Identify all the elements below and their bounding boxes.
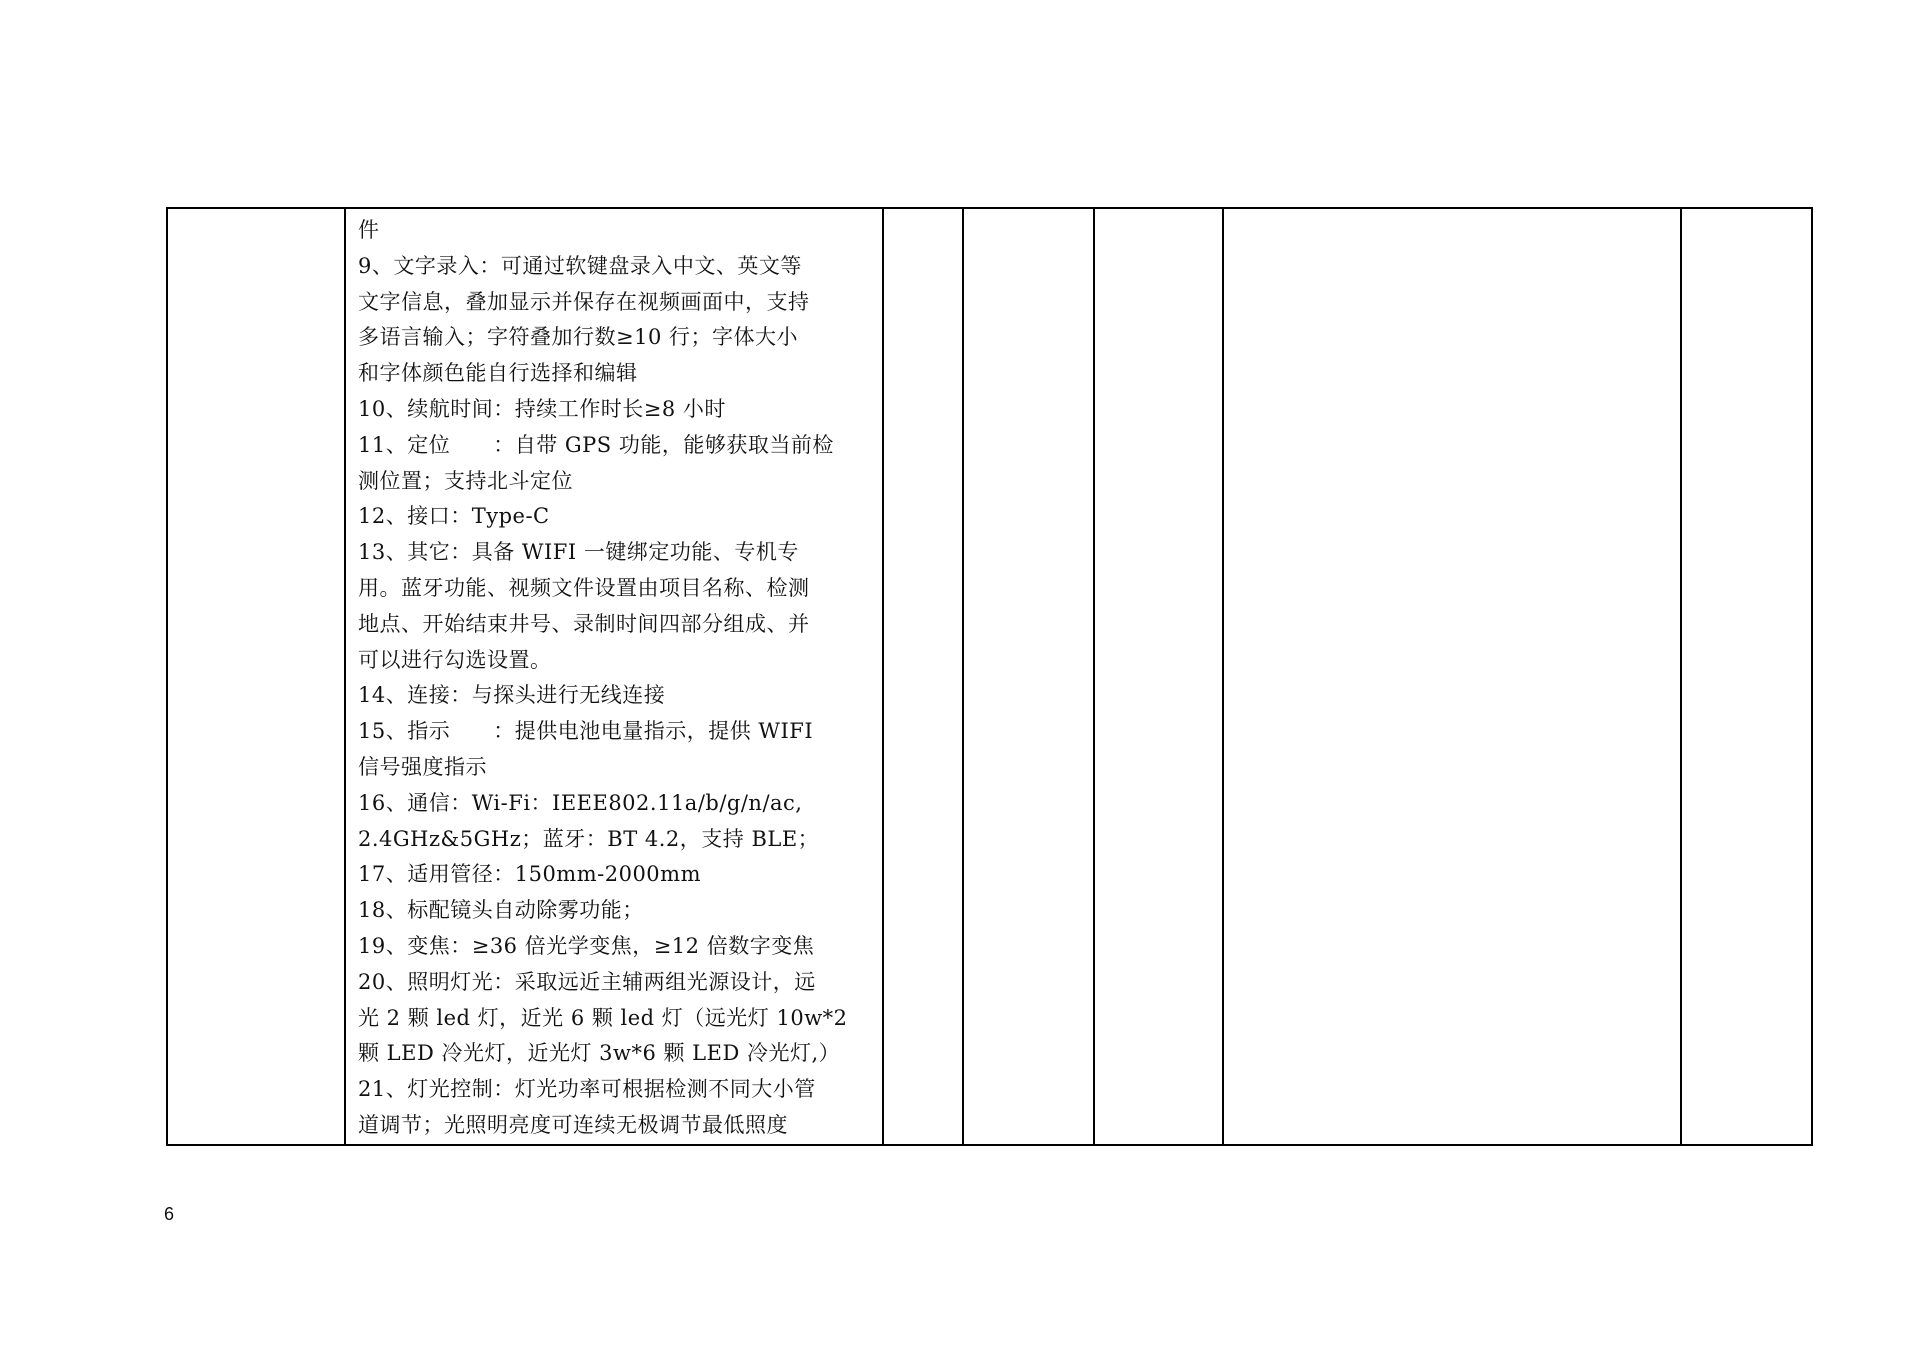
- spec-description-cell: [345, 208, 883, 1145]
- spec-line: 15、指示 ：提供电池电量指示，提供 WIFI: [358, 719, 814, 744]
- spec-line: 道调节；光照明亮度可连续无极调节最低照度: [358, 1112, 788, 1137]
- spec-line: 可以进行勾选设置。: [358, 647, 552, 672]
- spec-line: 18、标配镜头自动除雾功能；: [358, 898, 644, 923]
- spec-line: 20、照明灯光：采取远近主辅两组光源设计，远: [358, 969, 816, 994]
- spec-table: [166, 207, 1813, 1146]
- spec-line: 21、灯光控制：灯光功率可根据检测不同大小管: [358, 1077, 816, 1102]
- spec-line: 14、连接：与探头进行无线连接: [358, 683, 666, 708]
- spec-line: 地点、开始结束井号、录制时间四部分组成、并: [358, 611, 810, 636]
- spec-line: 9、文字录入：可通过软键盘录入中文、英文等: [358, 253, 802, 278]
- table-cell-empty: [1223, 208, 1681, 1145]
- spec-line: 光 2 颗 led 灯，近光 6 颗 led 灯（远光灯 10w*2: [358, 1005, 848, 1030]
- spec-line: 件: [358, 218, 380, 242]
- spec-line: 多语言输入；字符叠加行数≥10 行；字体大小: [358, 325, 798, 350]
- spec-line: 测位置；支持北斗定位: [358, 468, 573, 493]
- spec-line: 17、适用管径：150mm-2000mm: [358, 862, 701, 887]
- table-row: [167, 208, 1812, 1145]
- spec-line: 信号强度指示: [358, 754, 487, 779]
- table-cell-empty: [1094, 208, 1223, 1145]
- table-cell-empty: [883, 208, 963, 1145]
- spec-line: 和字体颜色能自行选择和编辑: [358, 361, 638, 386]
- spec-line: 2.4GHz&5GHz；蓝牙：BT 4.2，支持 BLE；: [358, 826, 820, 851]
- spec-line: 19、变焦：≥36 倍光学变焦，≥12 倍数字变焦: [358, 933, 815, 958]
- spec-line: 10、续航时间：持续工作时长≥8 小时: [358, 396, 726, 421]
- table-cell-empty: [963, 208, 1094, 1145]
- spec-line: 12、接口：Type-C: [358, 504, 550, 529]
- table-cell-empty: [1681, 208, 1812, 1145]
- spec-line: 用。蓝牙功能、视频文件设置由项目名称、检测: [358, 575, 810, 600]
- spec-line: 16、通信：Wi-Fi：IEEE802.11a/b/g/n/ac,: [358, 790, 803, 815]
- spec-line: 文字信息，叠加显示并保存在视频画面中，支持: [358, 289, 810, 314]
- page-number: 6: [164, 1204, 175, 1224]
- table-cell-empty: [167, 208, 345, 1145]
- spec-line: 颗 LED 冷光灯，近光灯 3w*6 颗 LED 冷光灯,）: [358, 1041, 841, 1066]
- spec-line: 13、其它：具备 WIFI 一键绑定功能、专机专: [358, 540, 799, 565]
- spec-line: 11、定位 ：自带 GPS 功能，能够获取当前检: [358, 432, 834, 457]
